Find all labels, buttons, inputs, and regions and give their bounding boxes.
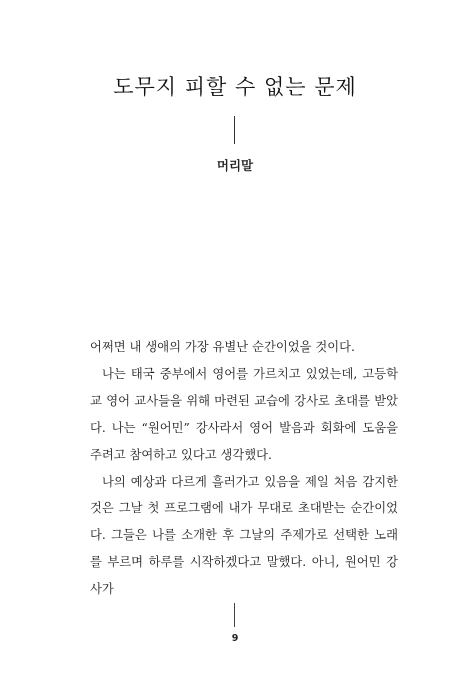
page-number: 9 <box>231 633 239 644</box>
footer-divider-line <box>234 603 235 627</box>
chapter-title: 도무지 피할 수 없는 문제 <box>113 75 357 99</box>
title-divider-line <box>234 116 235 144</box>
body-text <box>90 334 398 603</box>
chapter-subtitle: 머리말 <box>216 158 254 173</box>
paragraph-1: 어쩌면 내 생애의 가장 유별난 순간이었을 것이다. <box>90 340 355 354</box>
paragraph-2: 나는 태국 중부에서 영어를 가르치고 있었는데, 고등학교 영어 교사들을 위해 마련된 교습에 강사로 초대를 받았다. 나는 “원어민” 강사라서 영어 발음과 회화에 도움을 주려고 참여하고 있다고 생각했다. <box>90 366 398 462</box>
paragraph-3: 나의 예상과 다르게 흘러가고 있음을 제일 처음 감지한 것은 그날 첫 프로그램에 내가 무대로 초대받는 순간이었다. 그들은 나를 소개한 후 그날의 주제가로 선택한 노래를 부르며 하루를 시작하겠다고 말했다. 아니, 원어민 강사가 <box>90 474 398 597</box>
